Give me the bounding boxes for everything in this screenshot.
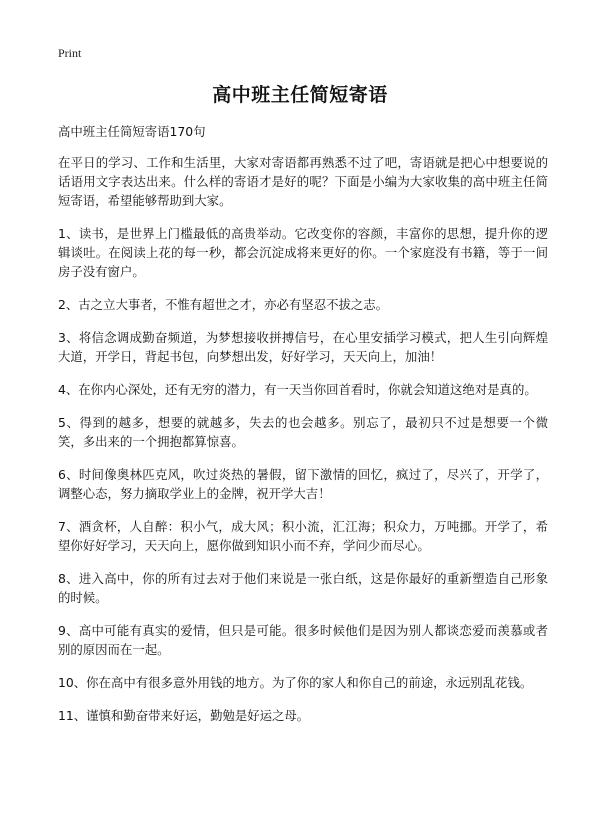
list-item: 7、酒贪杯，人自醉：积小气，成大风；积小流，汇江海；积众力，万吨挪。开学了，希望你好好学习，天天向上，愿你做到知识小而不弃，学问少而尽心。 bbox=[58, 519, 548, 553]
page-title: 高中班主任简短寄语 bbox=[212, 84, 388, 106]
list-item: 8、进入高中，你的所有过去对于他们来说是一张白纸，这是你最好的重新塑造自己形象的时候。 bbox=[58, 571, 548, 605]
article-body bbox=[58, 122, 548, 739]
print-link[interactable]: Print bbox=[58, 46, 82, 60]
list-item: 3、将信念调成勤奋频道，为梦想接收拼搏信号，在心里安插学习模式，把人生引向辉煌大道，开学日，背起书包，向梦想出发，好好学习，天天向上，加油！ bbox=[58, 330, 548, 364]
list-item: 4、在你内心深处，还有无穷的潜力，有一天当你回首看时，你就会知道这绝对是真的。 bbox=[58, 382, 537, 397]
list-item: 5、得到的越多，想要的就越多，失去的也会越多。别忘了，最初只不过是想要一个微笑，多出来的一个拥抱都算惊喜。 bbox=[58, 415, 548, 449]
list-item: 6、时间像奥林匹克风，吹过炎热的暑假，留下激情的回忆，疯过了，尽兴了，开学了，调整心态，努力摘取学业上的金牌，祝开学大吉！ bbox=[58, 467, 548, 501]
list-item: 9、高中可能有真实的爱情，但只是可能。很多时候他们是因为别人都谈恋爱而羡慕或者别的原因而在一起。 bbox=[58, 623, 548, 657]
list-item: 1、读书，是世界上门槛最低的高贵举动。它改变你的容颜，丰富你的思想，提升你的逻辑谈吐。在阅读上花的每一秒，都会沉淀成将来更好的你。一个家庭没有书籍，等于一间房子没有窗户。 bbox=[58, 226, 548, 279]
list-item: 2、古之立大事者，不惟有超世之才，亦必有坚忍不拔之志。 bbox=[58, 297, 389, 312]
article-subtitle: 高中班主任简短寄语170句 bbox=[58, 124, 206, 139]
article-intro: 在平日的学习、工作和生活里，大家对寄语都再熟悉不过了吧，寄语就是把心中想要说的话语用文字表达出来。什么样的寄语才是好的呢？下面是小编为大家收集的高中班主任简短寄语，希望能够帮助到大家。 bbox=[58, 155, 548, 208]
list-item: 11、谨慎和勤奋带来好运，勤勉是好运之母。 bbox=[58, 708, 310, 723]
list-item: 10、你在高中有很多意外用钱的地方。为了你的家人和你自己的前途，永远别乱花钱。 bbox=[58, 675, 533, 690]
